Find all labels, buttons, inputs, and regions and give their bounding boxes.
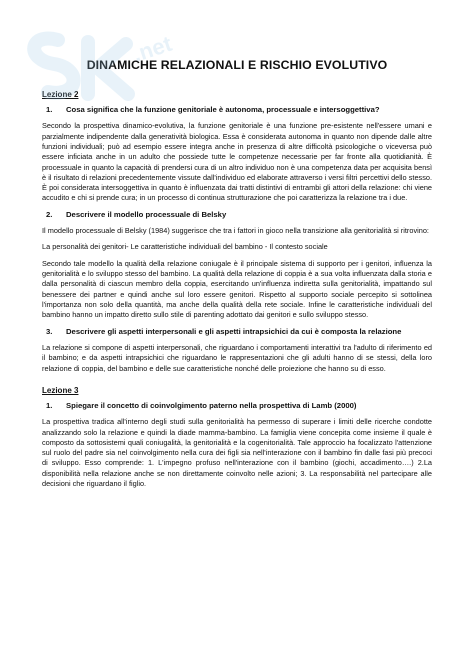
question-heading	[42, 210, 432, 220]
page-title: DINAMICHE RELAZIONALI E RISCHIO EVOLUTIVO	[86, 58, 388, 72]
question-number: 2.	[46, 209, 53, 219]
lesson-2-heading: Lezione 2	[42, 90, 79, 99]
answer-paragraph: La prospettiva tradica all'interno degli studi sulla genitorialità ha permesso di superare i limiti delle ricerche condotte analizzando solo la relazione e quindi la diade mamma-bambino. La famiglia viene concepita come insieme il quale è composto da sottosistemi quali coniugalità, la genitorialità e la cogenitorialità. Tale approccio ha focalizzato l'attenzione sul ruolo del padre sia nel coinvolgimento nella cura dei figli sia nell'interazione con il bambino fin dalle fasi più precoci di sviluppo. Esso comprende: 1. L'impegno profuso nell'interazione con il bambino (giochi, accadimento….) 2.La disponibilità nella relazione anche se non direttamente coinvolto nelle azioni; 3. La responsabilità nel partecipare alle decisioni che riguardano il figlio.	[42, 417, 432, 489]
question-number: 1.	[46, 105, 53, 114]
question-number: 3.	[46, 326, 53, 336]
question-text: Descrivere gli aspetti interpersonali e gli aspetti intrapsichici da cui è composta la relazione	[66, 326, 402, 336]
svg-text:.net: .net	[129, 30, 175, 67]
question-text: Descrivere il modello processuale di Belsky	[66, 209, 227, 219]
answer-paragraph: La personalità dei genitori- Le caratteristiche individuali del bambino - Il contesto sociale	[42, 242, 328, 252]
question-number: 1.	[46, 400, 53, 410]
question-text: Cosa significa che la funzione genitoriale è autonoma, processuale e intersoggettiva?	[66, 105, 380, 114]
answer-paragraph: Il modello processuale di Belsky (1984) suggerisce che tra i fattori in gioco nella transizione alla genitorialità si ritrovino:	[42, 226, 429, 236]
answer-paragraph: Secondo la prospettiva dinamico-evolutiva, la funzione genitoriale è una funzione pre-esistente nell'essere umani e parzialmente indipendente dalla generatività biologica. Essa è considerata autonoma in quanto non dipende dalle altre funzioni individuali; può ad esempio essere integra anche in presenza di altre difficoltà psicologiche o viceversa può essere inficiata anche in un adulto che possiede tutte le competenze necessarie per far fronte alla quotidianità. È processuale in quanto la capacità di prendersi cura di un altro individuo non è una competenza data per acquisita bensì è il risultato di relazioni precedentemente vissute dall'individuo ed elaborate attraverso i versi filtri percettivi dello stesso. È poi considerata intersoggettiva in quanto è influenzata dai tratti distintivi di entrambi gli attori della relazione: chi viene accudito e chi si prende cura; in un processo di continua strutturazione che poi caratterizza la relazione tra i due.	[42, 121, 432, 203]
answer-paragraph: Secondo tale modello la qualità della relazione coniugale è il principale sistema di supporto per i genitori, influenza la genitorialità e lo sviluppo stesso del bambino. La qualità della relazione di coppia è a sua volta influenzata dalla storia e dalla personalità di ciascun membro della coppia, esercitando un'influenza indiretta sulla genitorialità, impattando sul benessere dei partner e quindi anche sul loro essere genitori. Rispetto al supporto sociale percepito si sottolinea l'importanza non solo della quantità, ma anche della qualità della rete sociale. Infine le caratteristiche individuali del bambino hanno un impatto diretto sullo stile di parenting adottato dai genitori e sullo sviluppo stesso.	[42, 258, 432, 320]
question-heading	[42, 401, 432, 411]
question-heading	[42, 105, 432, 115]
lesson-3-heading: Lezione 3	[42, 385, 79, 395]
answer-paragraph: La relazione si compone di aspetti interpersonali, che riguardano i comportamenti interattivi tra l'adulto di riferimento ed il bambino; e da aspetti intrapsichici che riguardano le rappresentazioni che gli adulti hanno di se stessi, della loro relazione di coppia, del bambino e delle sue caratteristiche nonché delle proiezione che hanno su di esso.	[42, 342, 432, 373]
question-heading	[42, 327, 432, 337]
question-text: Spiegare il concetto di coinvolgimento paterno nella prospettiva di Lamb (2000)	[66, 400, 357, 410]
